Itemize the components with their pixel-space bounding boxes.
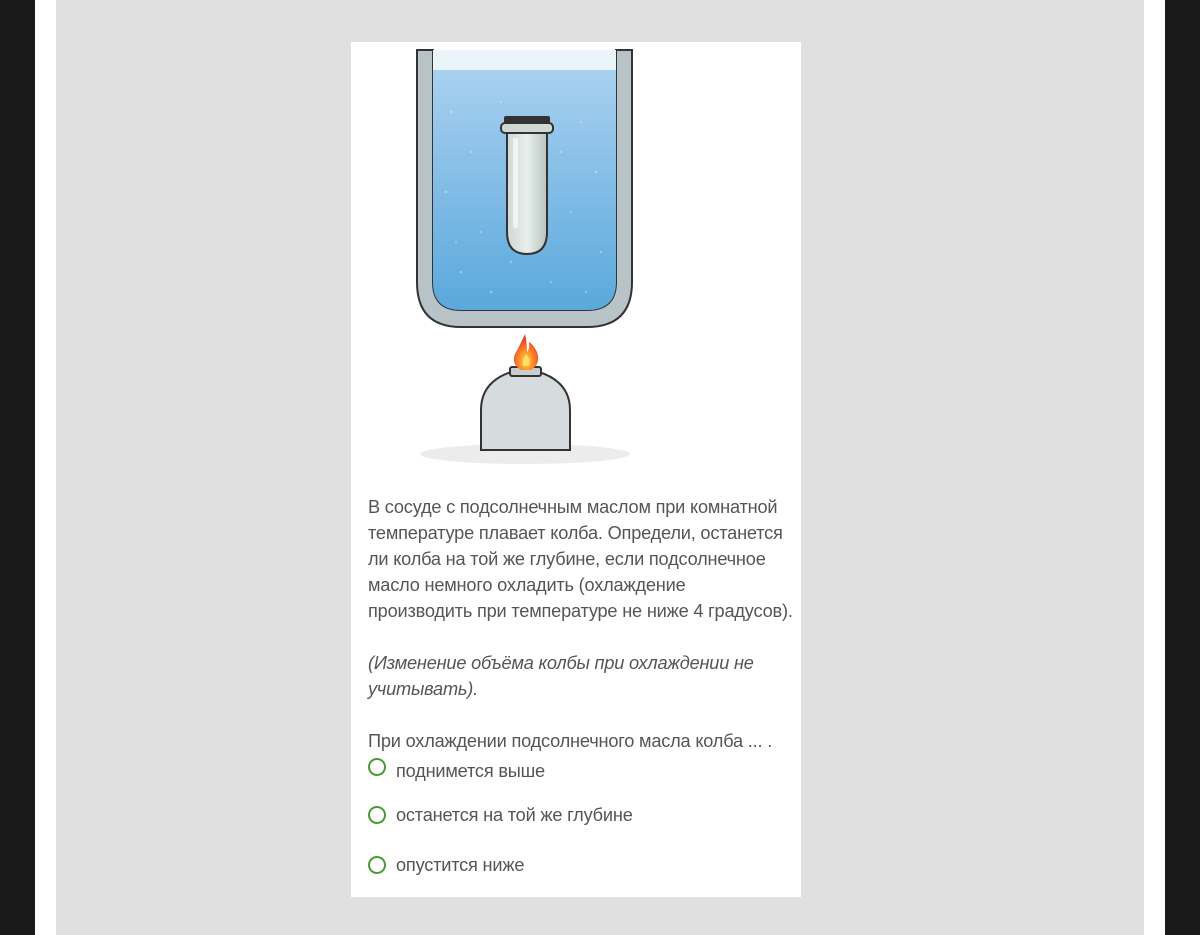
flask-icon [501,116,553,254]
answer-option-rise[interactable] [368,758,793,790]
question-prompt: При охлаждении подсолнечного масла колба ... . [368,731,773,751]
radio-button[interactable] [368,856,386,874]
answer-option-label: останется на той же глубине [396,805,633,825]
answer-options [368,758,793,890]
answer-option-label: поднимется выше [396,761,545,781]
question-card [351,42,801,897]
radio-button[interactable] [368,806,386,824]
radio-button[interactable] [368,758,386,776]
question-content [368,494,793,890]
answer-option-label: опустится ниже [396,855,525,875]
spirit-lamp-icon [420,362,630,464]
question-text: В сосуде с подсолнечным маслом при комнатной температуре плавает колба. Определи, останется ли колба на той же глубине, если подсолнечное масло немного охладить (охлаждение производить при температуре не ниже 4 градусов). [368,497,793,621]
answer-option-sink[interactable] [368,840,793,890]
answer-option-same-depth[interactable] [368,790,793,840]
flame-icon [514,334,538,370]
experiment-illustration [351,42,801,472]
question-note: (Изменение объёма колбы при охлаждении не учитывать). [368,653,754,699]
